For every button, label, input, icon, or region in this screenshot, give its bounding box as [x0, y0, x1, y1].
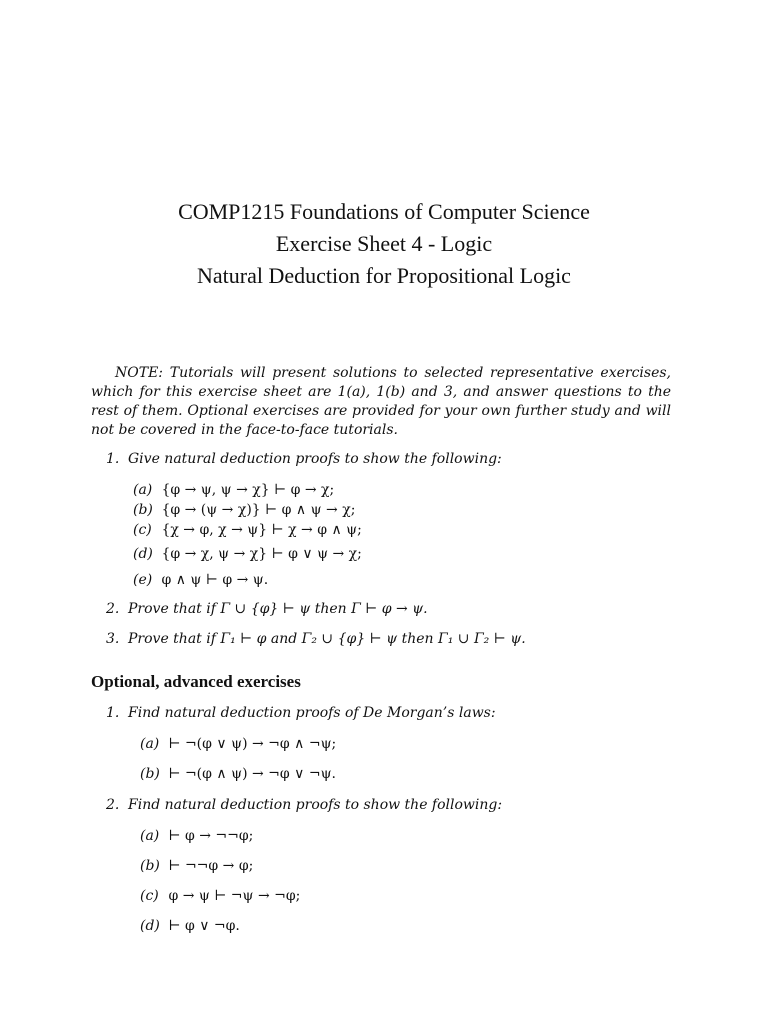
- optional-exercise-2b: [140, 856, 253, 876]
- exercise-3-number: 3.: [106, 631, 120, 647]
- title-block: [0, 196, 768, 292]
- item-expression: φ ∧ ψ ⊢ φ → ψ.: [161, 572, 269, 588]
- optional-exercise-1: [106, 704, 496, 723]
- exercise-3-text: Prove that if Γ₁ ⊢ φ and Γ₂ ∪ {φ} ⊢ ψ then Γ₁ ∪ Γ₂ ⊢ ψ.: [128, 631, 526, 647]
- item-expression: {φ → χ, ψ → χ} ⊢ φ ∨ ψ → χ;: [161, 546, 362, 562]
- item-expression: {χ → φ, χ → ψ} ⊢ χ → φ ∧ ψ;: [161, 522, 362, 538]
- exercise-2-text: Prove that if Γ ∪ {φ} ⊢ ψ then Γ ⊢ φ → ψ.: [128, 601, 428, 617]
- item-label: (e): [133, 572, 153, 588]
- item-label: (a): [133, 482, 153, 498]
- optional-exercise-2-number: 2.: [106, 797, 120, 813]
- exercise-1: [106, 450, 502, 469]
- item-label: (c): [133, 522, 152, 538]
- item-expression: φ → ψ ⊢ ¬ψ → ¬φ;: [168, 888, 301, 904]
- topic-title: Natural Deduction for Propositional Logic: [197, 263, 571, 288]
- item-expression: ⊢ ¬¬φ → φ;: [168, 858, 254, 874]
- optional-exercise-2-text: Find natural deduction proofs to show the following:: [128, 797, 503, 813]
- optional-exercise-2c: [140, 886, 300, 906]
- item-label: (d): [140, 918, 160, 934]
- exercise-1b: [133, 500, 355, 520]
- item-expression: {φ → (ψ → χ)} ⊢ φ ∧ ψ → χ;: [161, 502, 356, 518]
- item-label: (b): [140, 858, 160, 874]
- item-label: (a): [140, 828, 160, 844]
- exercise-2-number: 2.: [106, 601, 120, 617]
- optional-exercise-2a: [140, 826, 253, 846]
- exercise-1-text: Give natural deduction proofs to show the following:: [128, 451, 502, 467]
- optional-exercise-1-text: Find natural deduction proofs of De Morgan’s laws:: [128, 705, 496, 721]
- note-paragraph: NOTE: Tutorials will present solutions to selected representative exercises, which for this exercise sheet are 1(a), 1(b) and 3, and answer questions to the rest of them. Optional exercises are provided for your own further study and will not be covered in the face-to-face tutorials.: [91, 365, 671, 438]
- sheet-title: Exercise Sheet 4 - Logic: [275, 231, 493, 256]
- item-label: (b): [140, 766, 160, 782]
- item-label: (c): [140, 888, 159, 904]
- item-label: (a): [140, 736, 160, 752]
- exercise-1d: [133, 544, 362, 564]
- item-label: (d): [133, 546, 153, 562]
- item-expression: ⊢ φ ∨ ¬φ.: [168, 918, 240, 934]
- exercise-1-number: 1.: [106, 451, 120, 467]
- exercise-3: [106, 630, 526, 649]
- item-expression: ⊢ φ → ¬¬φ;: [168, 828, 254, 844]
- optional-exercise-1-number: 1.: [106, 705, 120, 721]
- item-label: (b): [133, 502, 153, 518]
- optional-heading: Optional, advanced exercises: [91, 672, 301, 691]
- item-expression: {φ → ψ, ψ → χ} ⊢ φ → χ;: [161, 482, 335, 498]
- optional-exercise-2: [106, 796, 502, 815]
- course-title: COMP1215 Foundations of Computer Science: [178, 199, 590, 224]
- exercise-1a: [133, 480, 334, 500]
- item-expression: ⊢ ¬(φ ∧ ψ) → ¬φ ∨ ¬ψ.: [168, 766, 336, 782]
- exercise-1c: [133, 520, 362, 540]
- exercise-1e: [133, 570, 268, 590]
- optional-exercise-2d: [140, 916, 240, 936]
- item-expression: ⊢ ¬(φ ∨ ψ) → ¬φ ∧ ¬ψ;: [168, 736, 337, 752]
- exercise-2: [106, 600, 428, 619]
- optional-exercise-1a: [140, 734, 336, 754]
- optional-exercise-1b: [140, 764, 336, 784]
